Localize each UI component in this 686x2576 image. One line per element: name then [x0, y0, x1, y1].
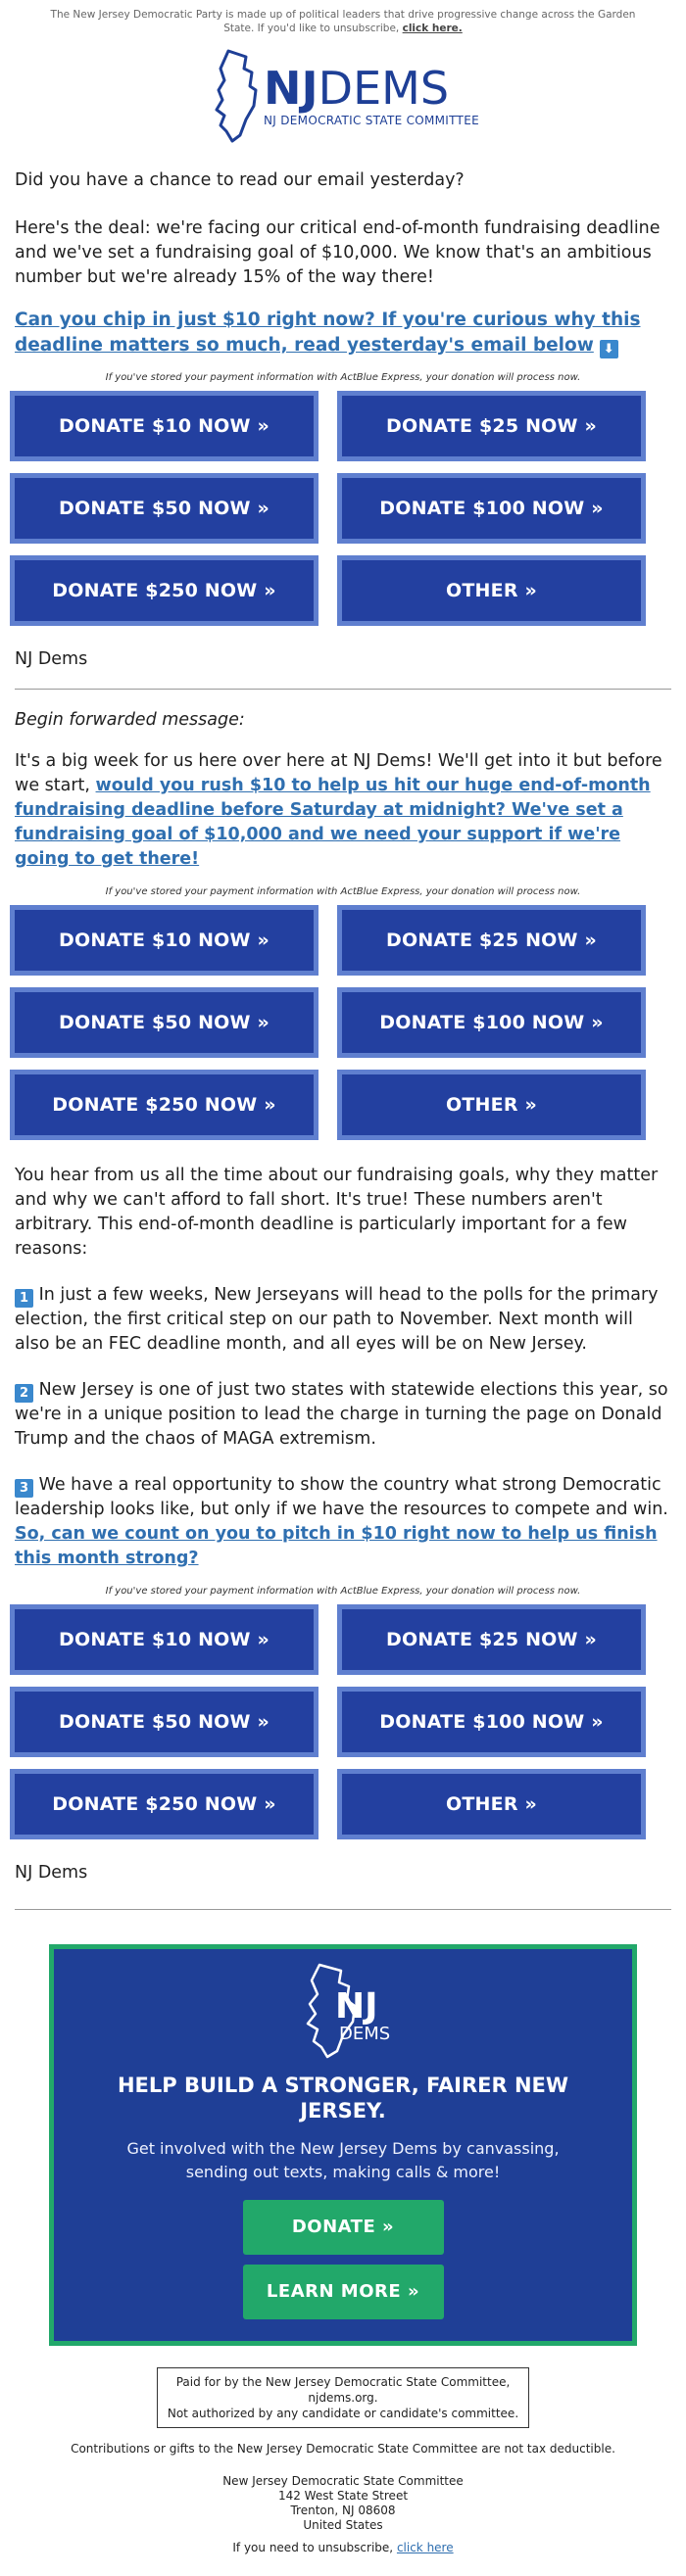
donate-50-button[interactable]: DONATE $50 NOW » — [10, 473, 318, 544]
unsubscribe-link-bottom[interactable]: click here — [396, 2541, 454, 2554]
number-1-icon: 1 — [15, 1289, 33, 1308]
donate-50-button[interactable]: DONATE $50 NOW » — [10, 987, 318, 1058]
donate-25-button[interactable]: DONATE $25 NOW » — [337, 1604, 646, 1675]
footer-logo — [54, 1961, 632, 2059]
footer-logo-nj: NJ — [335, 1986, 378, 2027]
actblue-note: If you've stored your payment information with ActBlue Express, your donation will process now. — [105, 372, 581, 383]
tax-note: Contributions or gifts to the New Jersey Democratic State Committee are not tax deductible. — [71, 2442, 615, 2456]
preheader — [0, 0, 686, 35]
donate-50-button[interactable]: DONATE $50 NOW » — [10, 1687, 318, 1757]
nj-state-outline-icon — [207, 47, 266, 145]
divider — [15, 1909, 671, 1910]
donate-100-button[interactable]: DONATE $100 NOW » — [337, 1687, 646, 1757]
forwarded-label: Begin forwarded message: — [15, 710, 245, 730]
footer-logo-dems: DEMS — [339, 2024, 391, 2044]
donate-250-button[interactable]: DONATE $250 NOW » — [10, 555, 318, 626]
donate-10-button[interactable]: DONATE $10 NOW » — [10, 391, 318, 461]
number-3-icon: 3 — [15, 1479, 33, 1498]
forwarded-intro: It's a big week for us here over here at NJ Dems! We'll get into it but before we start, would you rush $10 to help us hit our huge end-of-month fundraising deadline before Saturday at midnight? We've set a fundraising goal of $10,000 and we need your support if we're going to get there! — [15, 751, 662, 869]
reason-2: 2 New Jersey is one of just two states with statewide elections this year, so we're in a unique position to lead the charge in turning the page on Donald Trump and the chaos of MAGA extremism. — [15, 1380, 668, 1449]
unsubscribe-footer: If you need to unsubscribe, click here — [232, 2541, 454, 2554]
signature: NJ Dems — [15, 1863, 88, 1883]
preheader-text: The New Jersey Democratic Party is made up of political leaders that drive progressive change across the Garden State. If you'd like to unsubscribe, — [50, 9, 636, 34]
donate-buttons-3 — [10, 1604, 686, 1839]
donate-250-button[interactable]: DONATE $250 NOW » — [10, 1070, 318, 1140]
donate-10-button[interactable]: DONATE $10 NOW » — [10, 905, 318, 976]
paid-for-disclaimer: Paid for by the New Jersey Democratic State Committee, njdems.org. Not authorized by any candidate or candidate's committee. — [157, 2367, 529, 2428]
logo-wordmark: NJDEMS — [264, 62, 450, 115]
footer-body: Get involved with the New Jersey Dems by canvassing, sending out texts, making calls & more! — [126, 2139, 560, 2181]
donate-other-button[interactable]: OTHER » — [337, 1070, 646, 1140]
mailing-address: New Jersey Democratic State Committee 142 West State Street Trenton, NJ 08608 United States — [222, 2474, 464, 2532]
signature: NJ Dems — [15, 649, 88, 669]
down-arrow-icon: ⬇ — [600, 340, 618, 358]
nj-dems-logo-icon — [284, 1961, 402, 2059]
footer-cta — [49, 1944, 637, 2346]
actblue-note: If you've stored your payment information with ActBlue Express, your donation will process now. — [105, 886, 581, 897]
donate-100-button[interactable]: DONATE $100 NOW » — [337, 473, 646, 544]
pitch-in-link[interactable]: So, can we count on you to pitch in $10 right now to help us finish this month strong? — [15, 1524, 658, 1568]
donate-other-button[interactable]: OTHER » — [337, 555, 646, 626]
intro-deal: Here's the deal: we're facing our critical end-of-month fundraising deadline and we've set a fundraising goal of $10,000. We know that's an ambitious number but we're already 15% of the way there! — [15, 218, 661, 287]
number-2-icon: 2 — [15, 1384, 33, 1403]
yesterday-email-link[interactable]: Can you chip in just $10 right now? If you're curious why this deadline matters so much, read yesterday's email below — [15, 310, 641, 356]
footer-donate-button[interactable]: DONATE » — [243, 2200, 444, 2255]
rush-10-link[interactable]: would you rush $10 to help us hit our huge end-of-month fundraising deadline before Saturday at midnight? We've set a fundraising goal of $10,000 and we need your support if we're going to get there! — [15, 776, 651, 869]
logo-subtitle: NJ DEMOCRATIC STATE COMMITTEE — [264, 114, 479, 127]
donate-other-button[interactable]: OTHER » — [337, 1769, 646, 1839]
divider — [15, 689, 671, 690]
intro-question: Did you have a chance to read our email yesterday? — [15, 170, 465, 190]
unsubscribe-link-top[interactable]: click here. — [402, 23, 463, 34]
reasons-intro: You hear from us all the time about our fundraising goals, why they matter and why we can't afford to fall short. It's true! These numbers aren't arbitrary. This end-of-month deadline is particularly important for a few reasons: — [15, 1166, 659, 1259]
reason-3: 3 We have a real opportunity to show the country what strong Democratic leadership looks like, but only if we have the resources to compete and win. So, can we count on you to pitch in $10 right now to help us finish this month strong? — [15, 1475, 668, 1568]
actblue-note: If you've stored your payment information with ActBlue Express, your donation will process now. — [105, 1586, 581, 1597]
footer-headline: HELP BUILD A STRONGER, FAIRER NEW JERSEY. — [117, 2074, 569, 2123]
footer-learn-more-button[interactable]: LEARN MORE » — [243, 2265, 444, 2319]
donate-250-button[interactable]: DONATE $250 NOW » — [10, 1769, 318, 1839]
donate-100-button[interactable]: DONATE $100 NOW » — [337, 987, 646, 1058]
donate-buttons-2 — [10, 905, 686, 1140]
donate-10-button[interactable]: DONATE $10 NOW » — [10, 1604, 318, 1675]
reason-1: 1 In just a few weeks, New Jerseyans will head to the polls for the primary election, the first critical step on our path to November. Next month will also be an FEC deadline month, and all eyes will be on New Jersey. — [15, 1285, 659, 1354]
donate-25-button[interactable]: DONATE $25 NOW » — [337, 391, 646, 461]
donate-25-button[interactable]: DONATE $25 NOW » — [337, 905, 646, 976]
header-logo — [0, 35, 686, 151]
donate-buttons-1 — [10, 391, 686, 626]
